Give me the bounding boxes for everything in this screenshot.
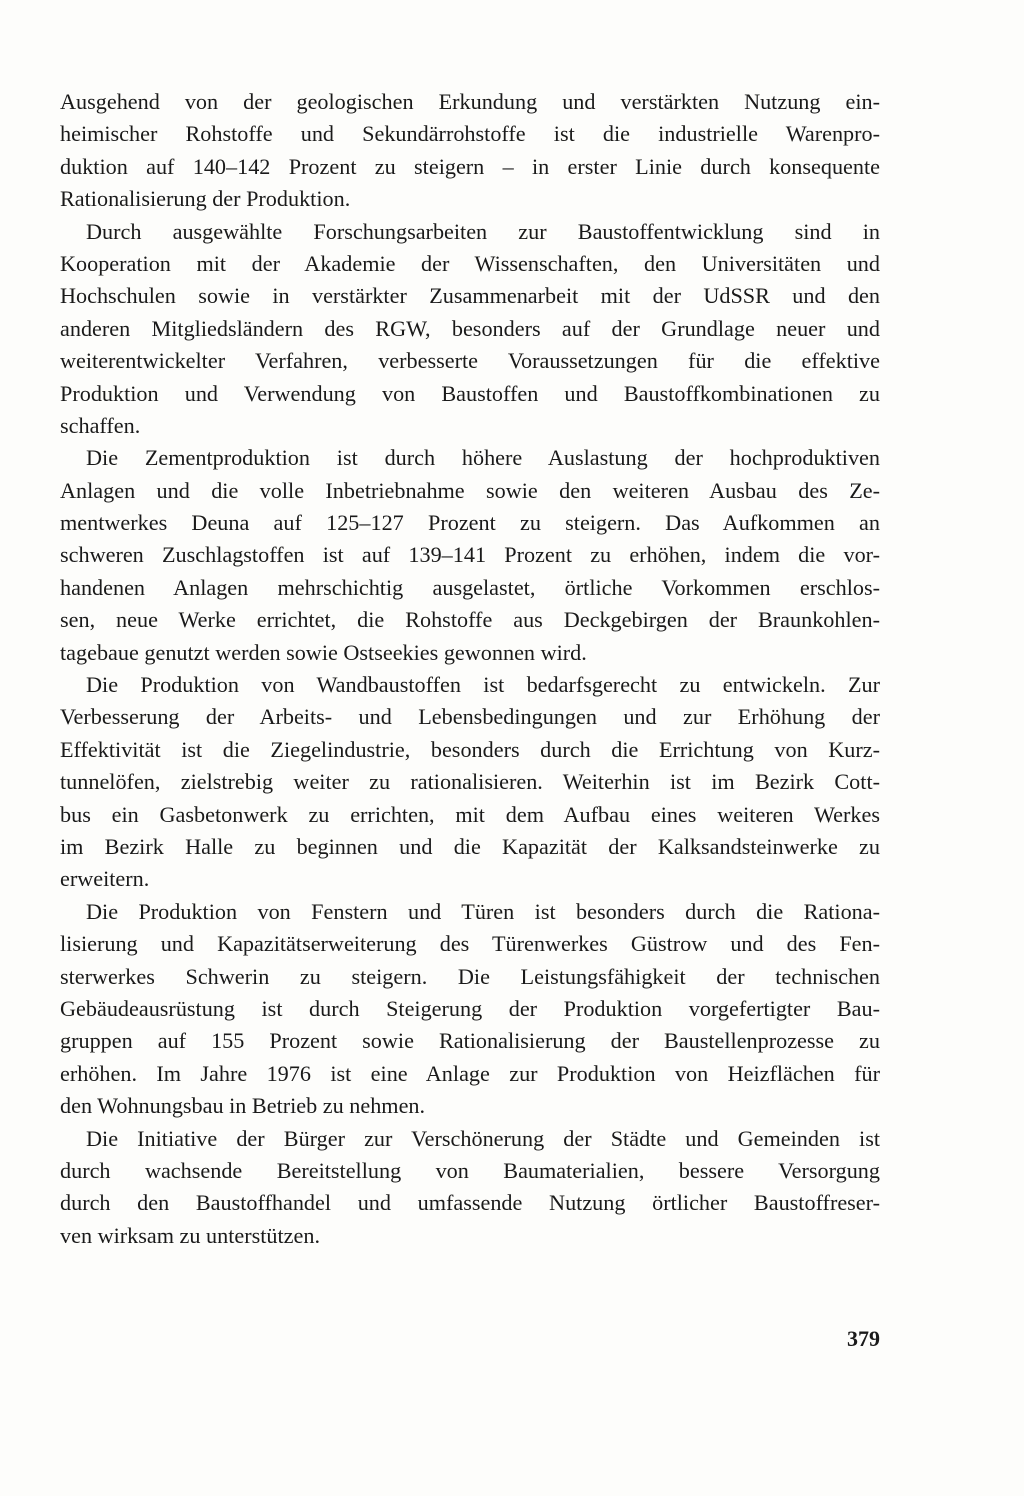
page-number: 379 [847,1326,880,1351]
text-line: Die Zementproduktion ist durch höhere Auslastung der hochproduktiven [86,445,880,471]
text-line: Die Initiative der Bürger zur Verschönerung der Städte und Gemeinden ist [86,1125,880,1151]
text-line: durch wachsende Bereitstellung von Baumaterialien, bessere Versorgung [60,1157,880,1183]
text-line: tunnelöfen, zielstrebig weiter zu rationalisieren. Weiterhin ist im Bezirk Cott- [60,769,880,795]
text-line: Hochschulen sowie in verstärkter Zusammenarbeit mit der UdSSR und den [60,283,880,309]
text-line: Kooperation mit der Akademie der Wissenschaften, den Universitäten und [60,250,880,276]
text-line: Ausgehend von der geologischen Erkundung und verstärkten Nutzung ein- [60,89,880,114]
paragraph-3 [60,442,880,669]
paragraph-4 [60,669,880,896]
text-line: sen, neue Werke errichtet, die Rohstoffe aus Deckgebirgen der Braunkohlen- [60,607,880,633]
text-line: anderen Mitgliedsländern des RGW, besonders auf der Grundlage neuer und [60,315,880,341]
text-line: Effektivität ist die Ziegelindustrie, besonders durch die Errichtung von Kurz- [60,736,880,762]
text-line: tagebaue genutzt werden sowie Ostseekies gewonnen wird. [60,639,587,665]
paragraph-5 [60,896,880,1123]
text-line: Gebäudeausrüstung ist durch Steigerung der Produktion vorgefertigter Bau- [60,995,880,1021]
text-line: lisierung und Kapazitätserweiterung des Türenwerkes Güstrow und des Fen- [60,931,880,957]
text-line: schaffen. [60,412,141,438]
text-line: schweren Zuschlagstoffen ist auf 139–141 Prozent zu erhöhen, indem die vor- [60,542,880,568]
text-line: Anlagen und die volle Inbetriebnahme sowie den weiteren Ausbau des Ze- [60,477,880,503]
text-line: handenen Anlagen mehrschichtig ausgelastet, örtliche Vorkommen erschlos- [60,574,880,600]
text-line: Durch ausgewählte Forschungsarbeiten zur Baustoffentwicklung sind in [86,218,880,244]
text-line: durch den Baustoffhandel und umfassende Nutzung örtlicher Baustoffreser- [60,1190,880,1216]
text-line: mentwerkes Deuna auf 125–127 Prozent zu steigern. Das Aufkommen an [60,510,880,536]
text-line: sterwerkes Schwerin zu steigern. Die Leistungsfähigkeit der technischen [60,963,880,989]
text-line: Rationalisierung der Produktion. [60,186,351,212]
text-line: bus ein Gasbetonwerk zu errichten, mit dem Aufbau eines weiteren Werkes [60,801,880,827]
text-line: weiterentwickelter Verfahren, verbesserte Voraussetzungen für die effektive [60,348,880,374]
text-line: gruppen auf 155 Prozent sowie Rationalisierung der Baustellenprozesse zu [60,1028,880,1054]
body-text [60,86,880,1252]
paragraph-1 [60,86,880,216]
text-line: Verbesserung der Arbeits- und Lebensbedingungen und zur Erhöhung der [60,704,880,730]
text-line: im Bezirk Halle zu beginnen und die Kapazität der Kalksandsteinwerke zu [60,833,880,859]
text-line: ven wirksam zu unterstützen. [60,1222,321,1248]
text-line: duktion auf 140–142 Prozent zu steigern – in erster Linie durch konsequente [60,153,880,179]
paragraph-6 [60,1123,880,1253]
paragraph-2 [60,216,880,443]
text-line: heimischer Rohstoffe und Sekundärrohstoffe ist die industrielle Warenpro- [60,121,880,147]
text-line: Die Produktion von Fenstern und Türen ist besonders durch die Rationa- [86,898,880,924]
text-line: Produktion und Verwendung von Baustoffen und Baustoffkombinationen zu [60,380,880,406]
text-line: Die Produktion von Wandbaustoffen ist bedarfsgerecht zu entwickeln. Zur [86,672,880,698]
text-line: erhöhen. Im Jahre 1976 ist eine Anlage zur Produktion von Heizflächen für [60,1060,880,1086]
text-line: den Wohnungsbau in Betrieb zu nehmen. [60,1093,426,1119]
text-line: erweitern. [60,866,150,892]
